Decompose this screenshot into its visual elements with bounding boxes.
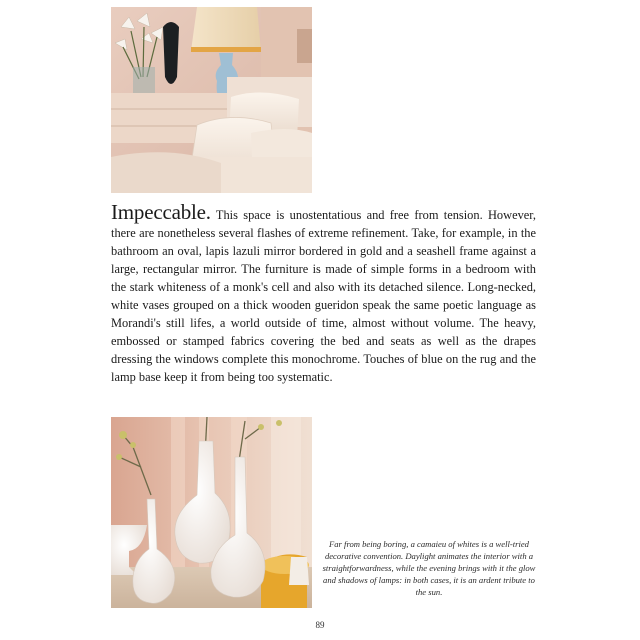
- page-number: 89: [315, 620, 325, 630]
- article-lead-word: Impeccable.: [111, 200, 211, 224]
- vases-photo-illustration: [111, 417, 312, 608]
- bedroom-photo: [111, 7, 312, 193]
- bedroom-photo-illustration: [111, 7, 312, 193]
- article-body-text: This space is unostentatious and free from tension. However, there are nonetheless several flashes of extreme refinement. Take, for example, in the bathroom an oval, lapis lazuli mirror bordered in gold and a seashell frame against a large, rectangular mirror. The furniture is made of simple forms in a bedroom with the stark whiteness of a monk's cell and also with its detached silence. Long-necked, white vases grouped on a thick wooden gueridon speak the same poetic language as Morandi's still lifes, a world outside of time, almost without volume. The heavy, embossed or stamped fabrics covering the bed and seats as well as the drapes dressing the windows complete this monochrome. Touches of blue on the rug and the lamp base keep it from being too systematic.: [111, 208, 536, 384]
- vases-photo: [111, 417, 312, 608]
- article-body: [111, 200, 536, 386]
- photo-caption: Far from being boring, a camaieu of whites is a well-tried decorative convention. Daylight animates the interior with a straightforwardness, while the evening brings with it the glow and shadows of lamps: in both cases, it is an ardent tribute to the sun.: [322, 539, 536, 597]
